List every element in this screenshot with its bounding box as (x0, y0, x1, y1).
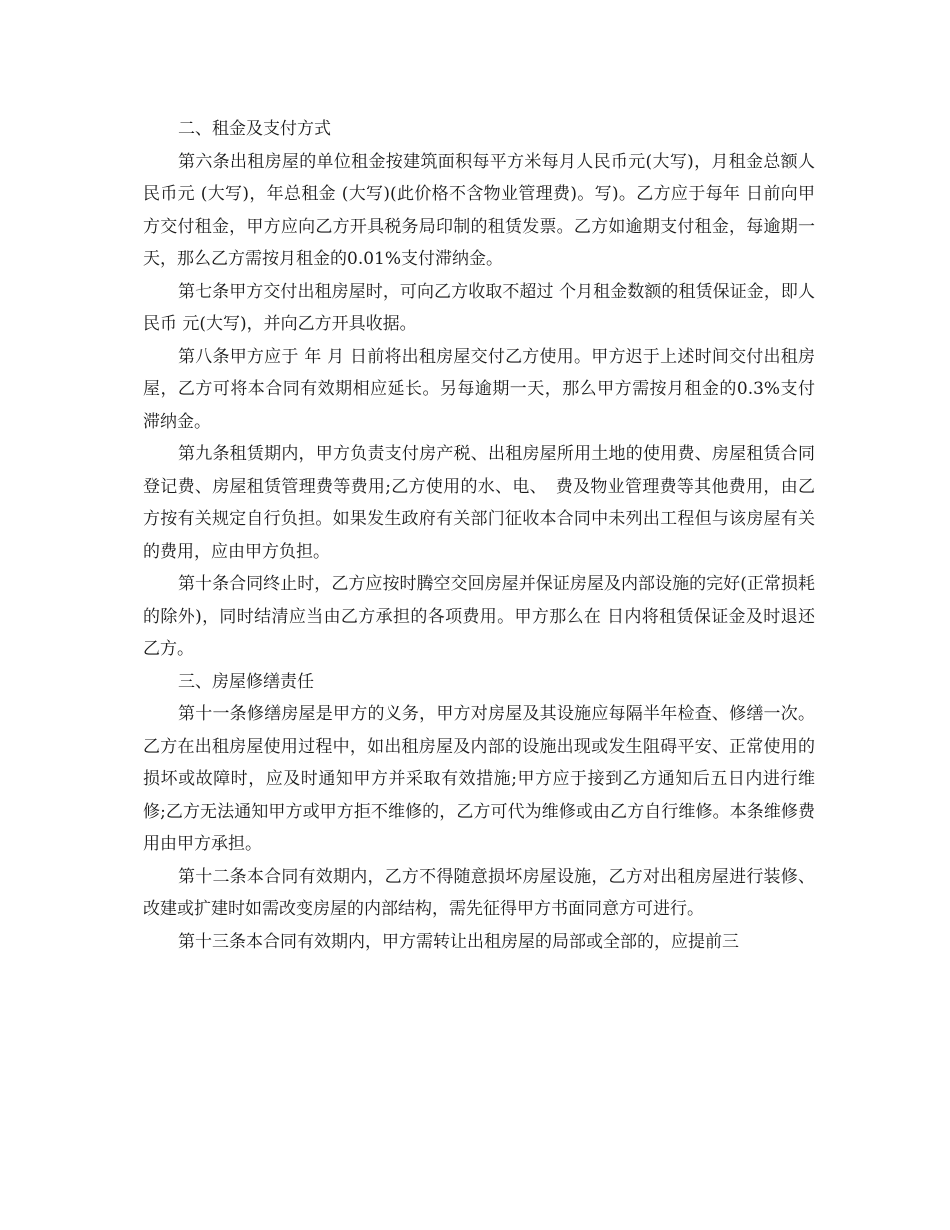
section-heading-rent: 二、租金及支付方式 (178, 119, 331, 139)
clause-7: 第七条甲方交付出租房屋时，可向乙方收取不超过 个月租金数额的租赁保证金，即人民币 元(大写)，并向乙方开具收据。 (143, 281, 815, 334)
document-body (143, 113, 815, 958)
clause-8: 第八条甲方应于 年 月 日前将出租房屋交付乙方使用。甲方迟于上述时间交付出租房屋，乙方可将本合同有效期相应延长。另每逾期一天，那么甲方需按月租金的0.3%支付滞纳金。 (143, 346, 815, 432)
clause-10: 第十条合同终止时，乙方应按时腾空交回房屋并保证房屋及内部设施的完好(正常损耗的除外)，同时结清应当由乙方承担的各项费用。甲方那么在 日内将租赁保证金及时退还乙方。 (143, 574, 815, 659)
clause-12: 第十二条本合同有效期内，乙方不得随意损坏房屋设施，乙方对出租房屋进行装修、改建或扩建时如需改变房屋的内部结构，需先征得甲方书面同意方可进行。 (143, 866, 815, 919)
clause-11: 第十一条修缮房屋是甲方的义务，甲方对房屋及其设施应每隔半年检查、修缮一次。乙方在出租房屋使用过程中，如出租房屋及内部的设施出现或发生阻碍平安、正常使用的损坏或故障时，应及时通知甲方并采取有效措施;甲方应于接到乙方通知后五日内进行维修;乙方无法通知甲方或甲方拒不维修的，乙方可代为维修或由乙方自行维修。本条维修费用由甲方承担。 (143, 704, 815, 854)
clause-13: 第十三条本合同有效期内，甲方需转让出租房屋的局部或全部的，应提前三 (178, 931, 739, 952)
clause-6: 第六条出租房屋的单位租金按建筑面积每平方米每月人民币元(大写)，月租金总额人民币元 (大写)，年总租金 (大写)(此价格不含物业管理费)。写)。乙方应于每年 日前向甲方交付租金，甲方应向乙方开具税务局印制的租赁发票。乙方如逾期支付租金，每逾期一天，那么乙方需按月租金的0.01%支付滞纳金。 (143, 151, 815, 269)
clause-9: 第九条租赁期内，甲方负责支付房产税、出租房屋所用土地的使用费、房屋租赁合同登记费、房屋租赁管理费等费用;乙方使用的水、电、 费及物业管理费等其他费用，由乙方按有关规定自行负担。如果发生政府有关部门征收本合同中未列出工程但与该房屋有关的费用，应由甲方负担。 (143, 444, 815, 562)
section-heading-repair: 三、房屋修缮责任 (178, 671, 314, 692)
